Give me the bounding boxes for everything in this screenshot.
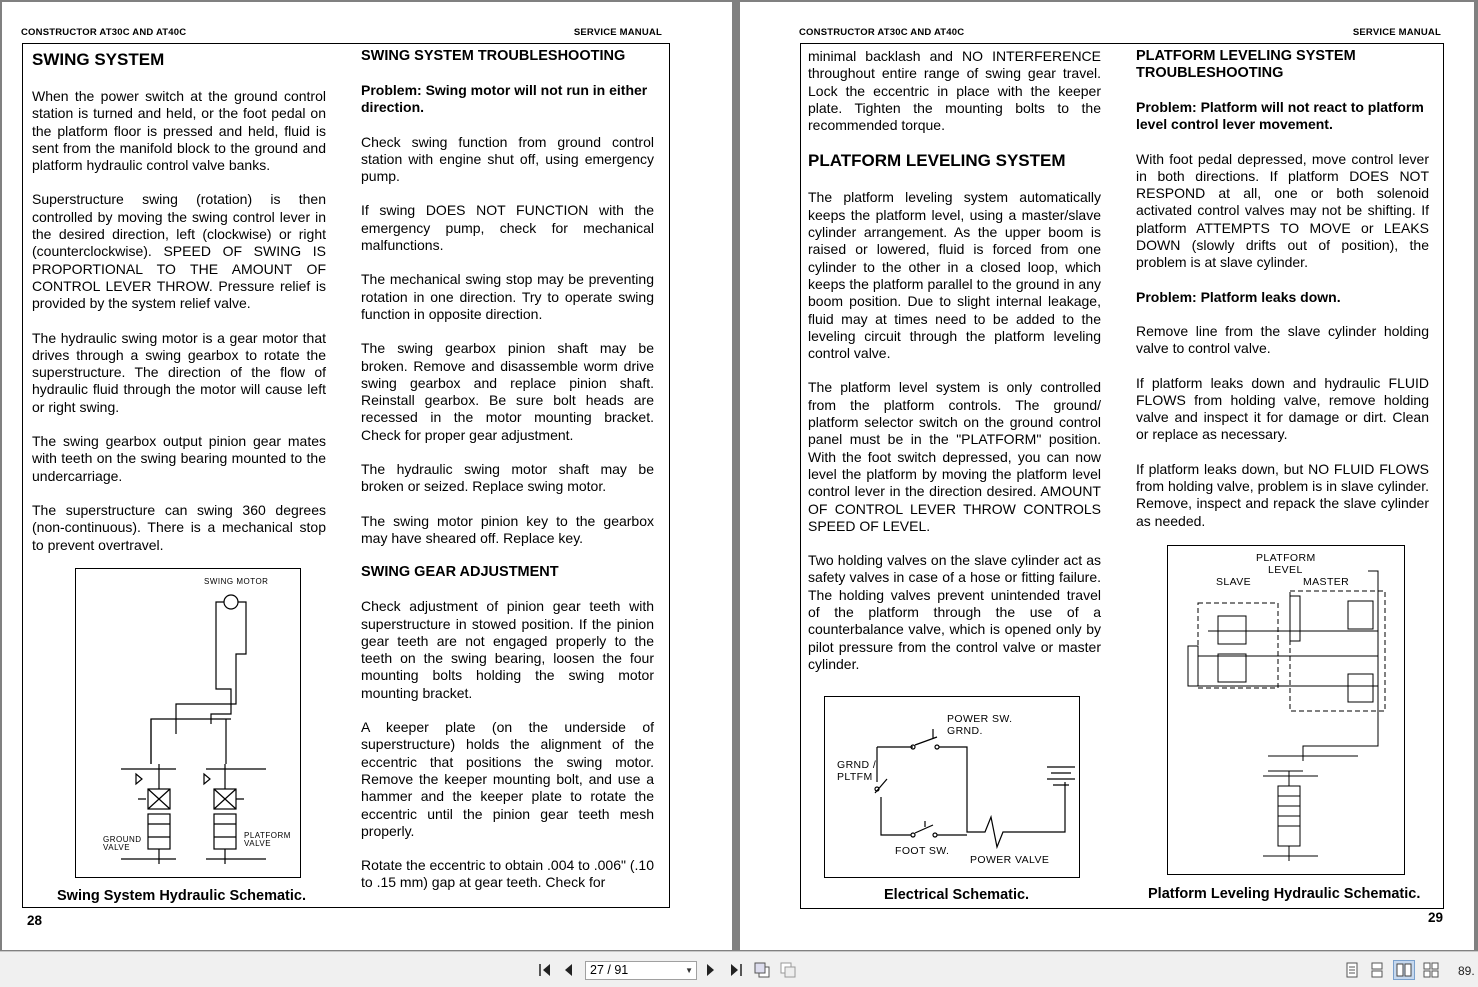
problem-heading: Problem: Swing motor will not run in either direction. [361, 82, 648, 116]
document-page-left [2, 2, 732, 950]
continuous-view-icon[interactable] [1367, 960, 1387, 980]
previous-page-icon[interactable] [558, 960, 578, 980]
label-master: MASTER [1303, 576, 1350, 588]
paragraph: The platform leveling system automatically keeps the platform level, using a master/slave cylinder arrangement. As the upper boom is raised or lowered, fluid is forced from one cylinder to the other in a closed loop, which keeps the platform parallel to the ground in any boom position. Due to slight internal leakage, fluid may at times need to be added to the leveling circuit through the platform leveling control valve. [808, 189, 1101, 362]
platform-leveling-schematic [1167, 545, 1405, 875]
label-ground-valve: VALVE [103, 843, 131, 852]
figure-caption: Electrical Schematic. [884, 887, 1030, 903]
paragraph: A keeper plate (on the underside of superstructure) holds the alignment of the eccentric that positions the swing motor. Remove the keeper mounting bolt, and use a hammer and the keeper plate to rotate the eccentric until the pinion gear teeth mesh properly. [361, 719, 654, 839]
left-column [808, 48, 1101, 690]
section-title: SWING SYSTEM [32, 50, 165, 69]
paragraph: When the power switch at the ground control station is turned and held, or the foot pedal on the platform floor is pressed and held, fluid is sent from the manifold block to the ground and platform hydraulic control valve banks. [32, 88, 326, 174]
page-header-left: CONSTRUCTOR AT30C AND AT40C [21, 27, 187, 38]
paragraph: minimal backlash and NO INTERFERENCE throughout entire range of swing gear travel. Lock the eccentric in place with the keeper plate. Tighten the mounting bolts to the recommended torque. [808, 48, 1101, 134]
paragraph: The mechanical swing stop may be preventing rotation in one direction. Try to operate swing function in opposite direction. [361, 271, 654, 322]
right-column [1136, 48, 1429, 547]
next-page-icon[interactable] [701, 960, 721, 980]
two-page-continuous-view-icon[interactable] [1421, 960, 1441, 980]
page-header-left: CONSTRUCTOR AT30C AND AT40C [799, 27, 965, 38]
label-power-sw: POWER SW. [947, 713, 1013, 725]
problem-heading: Problem: Platform leaks down. [1136, 288, 1341, 305]
label-platform-level: PLATFORM [1256, 552, 1316, 564]
document-page-right [740, 2, 1474, 950]
label-ground-valve: GROUND [103, 835, 142, 844]
label-swing-motor: SWING MOTOR [204, 577, 269, 586]
paragraph: If swing DOES NOT FUNCTION with the emergency pump, check for mechanical malfunctions. [361, 202, 654, 254]
label-power-valve: POWER VALVE [970, 854, 1050, 866]
page-number: 29 [1428, 910, 1444, 925]
electrical-schematic [824, 696, 1080, 878]
paragraph: The platform level system is only controlled from the platform controls. The ground/ platform selector switch on the ground control panel must be in the "PLATFORM" position. With the foot switch depressed, you can now level the platform by moving the platform level control lever in the direction desired. AMOUNT OF CONTROL LEVER THROW CONTROLS SPEED OF LEVEL. [808, 379, 1101, 534]
paragraph: If platform leaks down, but NO FLUID FLOWS from holding valve, problem is in slave cylinder. Remove, inspect and repack the slave cylinder as needed. [1136, 460, 1429, 529]
section-title: PLATFORM LEVELING SYSTEM TROUBLESHOOTING [1136, 48, 1356, 81]
page-number: 28 [27, 913, 43, 928]
figure-caption: Platform Leveling Hydraulic Schematic. [1148, 886, 1421, 902]
label-platform-valve: VALVE [244, 839, 272, 848]
go-back-view-icon[interactable] [752, 960, 772, 980]
first-page-icon[interactable] [535, 960, 555, 980]
section-title: SWING SYSTEM TROUBLESHOOTING [361, 48, 626, 64]
paragraph: Rotate the eccentric to obtain .004 to .006" (.10 to .15 mm) gap at gear teeth. Check for [361, 857, 654, 891]
paragraph: Two holding valves on the slave cylinder act as safety valves in case of a hose or fitting failure. The holding valves prevent unintended travel of the platform through the use of a counterbalance valve, which is opened only by pilot pressure from the control valve or master cylinder. [808, 552, 1101, 672]
label-platform-valve: PLATFORM [244, 831, 291, 840]
label-grnd-pltfm: GRND / [837, 759, 877, 771]
single-page-view-icon[interactable] [1342, 960, 1362, 980]
section-title: PLATFORM LEVELING SYSTEM [808, 151, 1066, 171]
paragraph: Superstructure swing (rotation) is then controlled by moving the swing control lever in the desired direction, left (clockwise) or right (counterclockwise). SPEED OF SWING IS PROPORTIONAL TO THE AMOUNT OF CONTROL LEVER THROW. Pressure relief is provided by the system relief valve. [32, 191, 326, 312]
paragraph: Check swing function from ground control station with engine shut off, using emergency pump. [361, 133, 654, 185]
paragraph: Check adjustment of pinion gear teeth with superstructure in stowed position. If the pinion gear teeth are not engaged properly to the teeth on the swing bearing, loosen the four mounting bolts holding the swing motor mounting bracket. [361, 598, 654, 701]
page-number-field[interactable] [585, 961, 697, 980]
paragraph: The swing gearbox output pinion gear mates with teeth on the swing bearing mounted to the undercarriage. [32, 433, 326, 484]
problem-heading: Problem: Platform will not react to platform level control lever movement. [1136, 99, 1424, 133]
paragraph: If platform leaks down and hydraulic FLUID FLOWS from holding valve, remove holding valve and inspect it for damage or dirt. Clean or replace as necessary. [1136, 374, 1429, 443]
page-number-value: 27 / 91 [590, 963, 629, 977]
label-grnd-pltfm: PLTFM [837, 771, 873, 783]
label-slave: SLAVE [1216, 576, 1252, 588]
left-column [32, 50, 326, 571]
label-foot-sw: FOOT SW. [895, 845, 950, 857]
chevron-down-icon[interactable]: ▼ [685, 966, 693, 975]
zoom-level[interactable]: 89. [1458, 964, 1475, 978]
leveling-schematic-drawing [1168, 546, 1406, 876]
paragraph: With foot pedal depressed, move control lever in both directions. If platform DOES NOT RESPOND at all, one or both solenoid activated control valves may not be shifting. If platform ATTEMPTS TO MOVE or LEAKS DOWN (slowly drifts out of position), the problem is at slave cylinder. [1136, 150, 1429, 271]
label-power-sw: GRND. [947, 725, 983, 737]
page-header-right: SERVICE MANUAL [573, 27, 662, 38]
section-title: SWING GEAR ADJUSTMENT [361, 564, 559, 581]
paragraph: Remove line from the slave cylinder holding valve to control valve. [1136, 322, 1429, 357]
figure-caption: Swing System Hydraulic Schematic. [57, 888, 307, 904]
label-platform-level: LEVEL [1268, 564, 1303, 576]
paragraph: The hydraulic swing motor shaft may be broken or seized. Replace swing motor. [361, 461, 654, 495]
right-column [361, 48, 654, 909]
paragraph: The superstructure can swing 360 degrees (non-continuous). There is a mechanical stop to prevent overtravel. [32, 501, 326, 553]
paragraph: The swing motor pinion key to the gearbox may have sheared off. Replace key. [361, 512, 654, 546]
paragraph: The swing gearbox pinion shaft may be broken. Remove and disassemble worm drive swing gearbox and replace pinion shaft. Reinstall gearbox. Be sure bolt heads are recessed in the motor mounting bracket. Check for proper gear adjustment. [361, 340, 654, 443]
last-page-icon[interactable] [726, 960, 746, 980]
go-forward-view-icon[interactable] [778, 960, 798, 980]
paragraph: The hydraulic swing motor is a gear motor that drives through a swing gearbox to rotate the superstructure. The direction of the flow of hydraulic fluid through the motor will cause left or right swing. [32, 329, 326, 415]
two-page-view-icon[interactable] [1393, 960, 1415, 980]
page-header-right: SERVICE MANUAL [1352, 27, 1441, 38]
swing-hydraulic-schematic [75, 568, 301, 878]
viewer-toolbar [0, 951, 1478, 987]
